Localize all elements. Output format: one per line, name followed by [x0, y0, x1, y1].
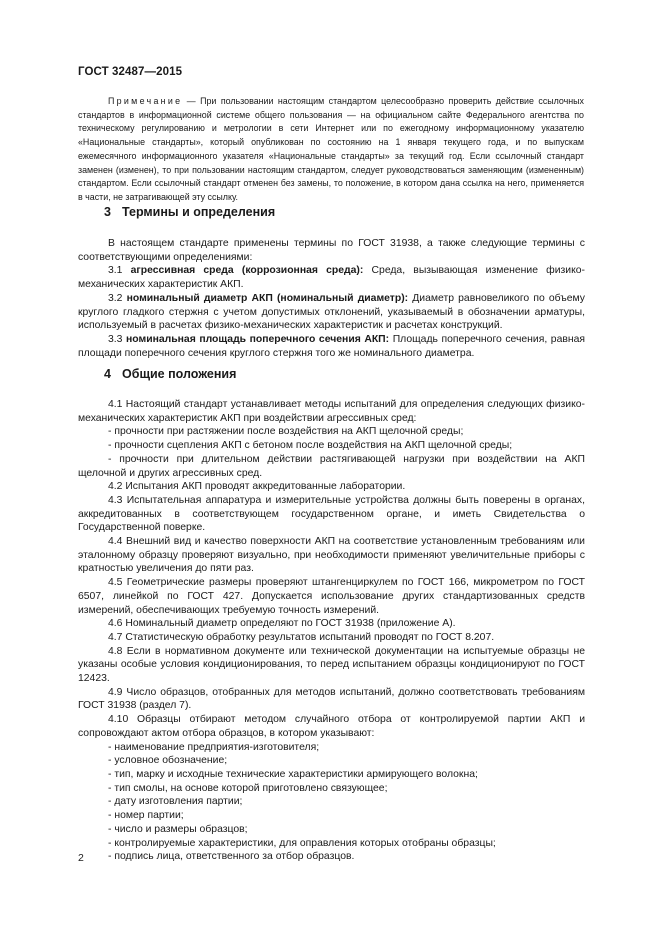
list-item: - наименование предприятия-изготовителя;	[108, 741, 320, 753]
list-item: - тип, марку и исходные технические характеристики армирующего волокна;	[108, 768, 478, 780]
paragraph-4-8: 4.8 Если в нормативном документе или технической документации на испытуемые образцы не указаны особые условия кондиционирования, то перед испытанием образцы кондиционируют по ГОСТ 12423.	[78, 645, 585, 685]
paragraph-4-7: 4.7 Статистическую обработку результатов испытаний проводят по ГОСТ 8.207.	[108, 631, 495, 643]
paragraph-4-1: 4.1 Настоящий стандарт устанавливает методы испытаний для определения следующих физико-механических характеристик АКП при воздействии агрессивных сред:	[78, 399, 585, 424]
term-3-3-term: номинальная площадь поперечного сечения АКП:	[126, 333, 390, 345]
list-item: - тип смолы, на основе которой приготовлено связующее;	[108, 782, 388, 794]
reference-note	[78, 95, 584, 205]
note-label: Примечание	[108, 96, 183, 106]
paragraph-4-2: 4.2 Испытания АКП проводят аккредитованные лаборатории.	[108, 481, 406, 493]
paragraph-4-4: 4.4 Внешний вид и качество поверхности АКП на соответствие установленным требованиям или эталонному образцу проверяют визуально, при необходимости применяют увеличительные приборы с кратностью увеличения до пяти раз.	[78, 536, 585, 575]
section-4-number: 4	[104, 367, 111, 381]
list-item: - условное обозначение;	[108, 755, 228, 767]
paragraph-4-9: 4.9 Число образцов, отобранных для методов испытаний, должно соответствовать требованиям ГОСТ 31938 (раздел 7).	[78, 686, 585, 712]
term-3-3-definition: Площадь поперечного сечения, равная площади поперечного сечения круглого стержня того же номинального диаметра.	[78, 333, 586, 359]
term-3-2-definition: Диаметр равновеликого по объему круглого гладкого стержня с учетом допустимых отклонений, указываемый в обозначении арматуры, используемый в расчетах физико-механических характеристик и расчетах конструкций.	[78, 292, 585, 332]
paragraph-4-3: 4.3 Испытательная аппаратура и измерительные устройства должны быть поверены в органах, аккредитованных в соответствующем государственном органе, и иметь Свидетельства о Государственной поверке.	[78, 494, 585, 534]
section-4-heading	[104, 367, 236, 381]
term-3-3-number: 3.3	[108, 333, 123, 345]
paragraph-4-5: 4.5 Геометрические размеры проверяют штангенциркулем по ГОСТ 166, микрометром по ГОСТ 6507, линейкой по ГОСТ 427. Допускается использование других стандартизованных средств измерений, обеспечивающих требуемую точность измерений.	[78, 577, 585, 616]
list-item: - номер партии;	[108, 810, 184, 822]
list-item: - контролируемые характеристики, для оправления которых отобраны образцы;	[108, 837, 496, 849]
list-item: - дату изготовления партии;	[108, 796, 243, 808]
term-3-1-term: агрессивная среда (коррозионная среда):	[130, 265, 364, 277]
term-3-1-definition: Среда, вызывающая изменение физико-механических характеристик АКП.	[78, 265, 585, 291]
section-3-title: Термины и определения	[122, 205, 276, 219]
section-4-body	[78, 398, 585, 864]
section-4-title: Общие положения	[122, 367, 237, 381]
list-item: - прочности при растяжении после воздействия на АКП щелочной среды;	[108, 426, 464, 438]
paragraph-4-10: 4.10 Образцы отбирают методом случайного отбора от контролируемой партии АКП и сопровождают актом отбора образцов, в котором указывают:	[78, 714, 585, 739]
section-3-body	[78, 237, 585, 360]
page-number: 2	[78, 852, 84, 864]
term-3-2	[78, 292, 585, 333]
term-3-3	[78, 333, 585, 360]
note-paragraph	[78, 95, 584, 205]
note-text: — При пользовании настоящим стандартом целесообразно проверить действие ссылочных стандартов в информационной системе общего пользования — на официальном сайте Федерального агентства по техническому регулированию и метрологии в сети Интернет или по ежегодному информационному указателю «Национальные стандарты», который опубликован по состоянию на 1 января текущего года, и по выпускам ежемесячного информационного указателя «Национальные стандарты» за текущий год. Если ссылочный стандарт заменен (изменен), то при пользовании настоящим стандартом, следует руководствоваться заменяющим (измененным) стандартом. Если ссылочный стандарт отменен без замены, то положение, в котором дана ссылка на него, применяется в части, не затрагивающей эту ссылку.	[78, 96, 584, 202]
section-3-number: 3	[104, 205, 111, 219]
section-3-intro: В настоящем стандарте применены термины по ГОСТ 31938, а также следующие термины с соответствующими определениями:	[78, 238, 585, 263]
term-3-2-term: номинальный диаметр АКП (номинальный диаметр):	[126, 292, 409, 304]
term-3-2-number: 3.2	[108, 292, 123, 304]
paragraph-4-6: 4.6 Номинальный диаметр определяют по ГОСТ 31938 (приложение А).	[108, 618, 456, 630]
list-item: - число и размеры образцов;	[108, 823, 248, 835]
list-item: - прочности при длительном действии растягивающей нагрузки при воздействии на АКП щелочной и других агрессивных сред.	[78, 453, 585, 479]
term-3-1-number: 3.1	[108, 265, 123, 277]
term-3-1	[78, 264, 585, 291]
list-item: - подпись лица, ответственного за отбор образцов.	[108, 851, 355, 863]
section-3-heading	[104, 205, 275, 219]
document-header: ГОСТ 32487—2015	[78, 66, 183, 78]
list-item: - прочности сцепления АКП с бетоном после воздействия на АКП щелочной среды;	[108, 440, 513, 452]
